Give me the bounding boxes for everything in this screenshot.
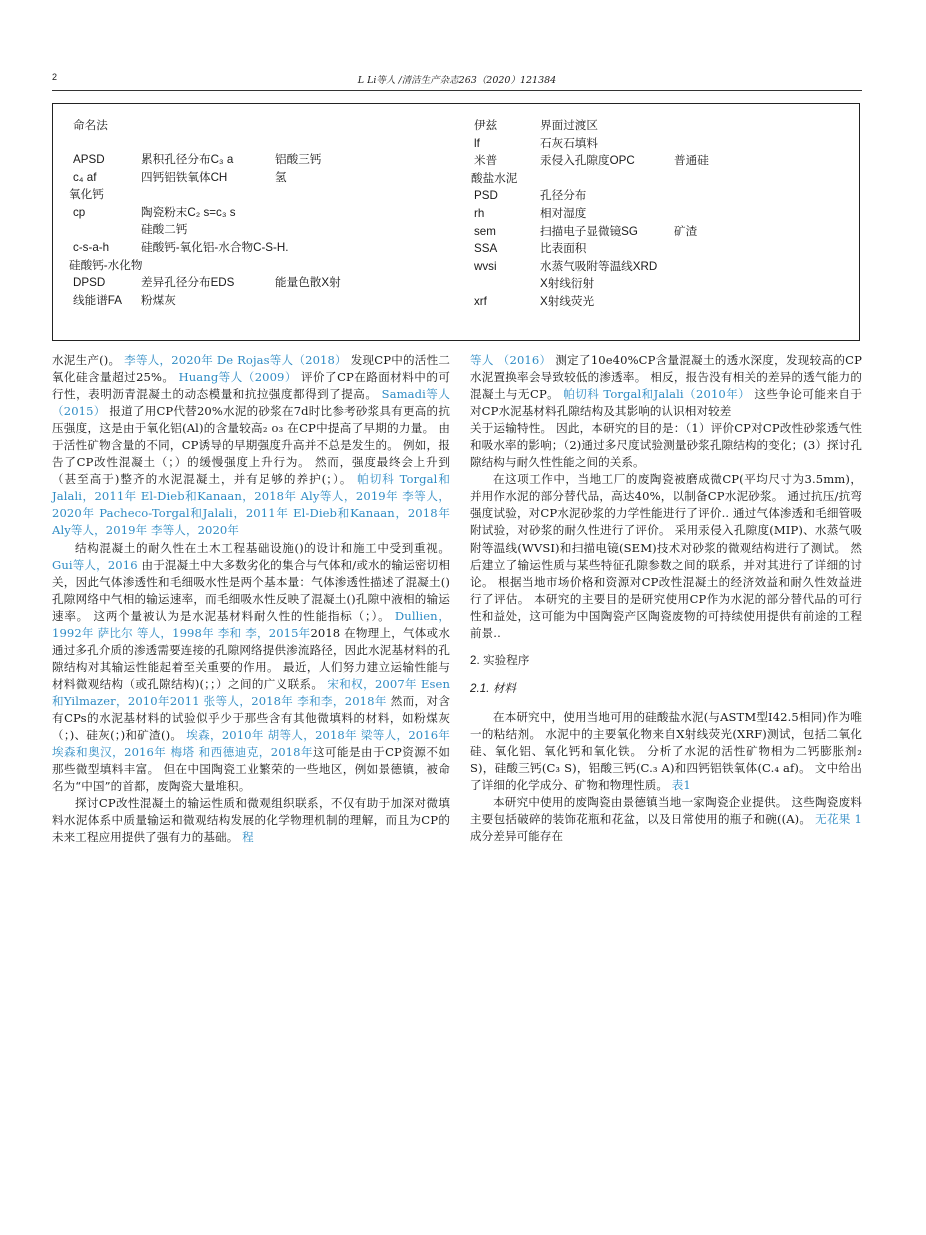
right-paragraph-2 [470,420,862,471]
nomenclature-definition: X射线荧光 [540,295,595,308]
nomenclature-definition: 能量色散X射 [275,276,341,290]
nomenclature-definition: 铝酸三钙 [275,153,322,166]
nomenclature-entry [474,152,709,170]
nomenclature-term: wvsi [474,259,497,273]
nomenclature-entry [474,187,674,205]
body-text: 关于运输特性。 因此，本研究的目的是：（1）评价CP对CP改性砂浆透气性和吸水率的影响；（2)通过多尺度试验测量砂浆孔隙结构的变化；(3）探讨孔隙结构与耐久性性能之间的关系。 [470,421,862,470]
nomenclature-entry [73,274,341,292]
citation-link[interactable]: 表1 [671,778,691,793]
body-text: 在这项工作中，当地工厂的废陶瓷被磨成微CP(平均尺寸为3.5mm)，并用作水泥的部分替代品，高达40%，以制备CP水泥砂浆。 通过抗压/抗弯强度试验，对CP水泥砂浆的力学性能进行了评价.. 通过气体渗透和毛细管吸附试验，对砂浆的耐久性进行了评价。 采用汞侵入孔隙度(MIP)、水蒸气吸附等温线(WVSI)和扫描电镜(SEM)技术对砂浆的微观结构进行了测试。 然后建立了输运性质与某些特征孔隙参数之间的联系，并对其进行了详细的讨论。 根据当地市场价格和资源对CP改性混凝土的经济效益和耐久性效益进行了评估。 本研究的主要目的是研究使用CP作为水泥的部分替代品的可行性和益处，这可能为中国陶瓷产区陶瓷废物的可持续使用提供有前途的工程前景.. [470,472,862,640]
nomenclature-definition: 扫描电子显微镜SG [540,224,638,238]
body-text: 然而，对含有CPs的水泥基材料的试验似乎少于那些含有其他微填料的材料，如粉煤灰（；)、硅灰(；)和矿渣()。 [52,693,450,743]
body-text: 这些争论可能来自于对CP水泥基材料孔隙结构及其影响的认识相对较差 [470,387,862,419]
nomenclature-term: c-s-a-h [73,241,110,254]
nomenclature-entry [73,169,287,187]
body-text: 报道了用CP代替20%水泥的砂浆在7d时比参考砂浆具有更高的抗压强度，这是由于氧化铝(Al)的含量较高₂ o₃ 在CP中提高了早期的力量。 由于活性矿物含量的不同，CP诱导的早期强度升高并不总是发生的。 例如，报告了CP改性混凝土（；）的缓慢强度上升行为。 然而，强度最终会上升到（甚至高于)整齐的水泥混凝土，并有足够的养护(；）。 [52,404,450,487]
nomenclature-entry [69,257,142,275]
nomenclature-term: c₄ af [73,170,97,184]
citation-link[interactable]: Samadi等人 （2015） [52,387,450,419]
citation-link[interactable]: 宋和权，2007年 Esen和Yilmazer，2010年2011 张等人，2018年 李和李，2018年 [52,676,450,708]
body-text: 在本研究中，使用当地可用的硅酸盐水泥(与ASTM型I42.5相同)作为唯一的粘结剂。 水泥中的主要氧化物来自X射线荧光(XRF)测试，包括二氧化硅、氧化铝、氧化钙和氧化铁。 分析了水泥的活性矿物相为二钙膨胀剂₂ S)，硅酸三钙(C₃ S)，铝酸三钙(C.₃ A)和四钙铝铁氧体(C.₄ af)。 文中给出了详细的化学成分、矿物和物理性质。 [470,709,862,793]
body-text: 由于混凝土中大多数劣化的集合与气体和/或水的输运密切相关，因此气体渗透性和毛细吸水性是两个基本量：气体渗透性描述了混凝土()孔隙网络中气相的输运速率，而毛细吸水性反映了混凝土()孔隙中液相的输运速率。 这两个量被认为是水泥基材料耐久性的性能指标（；）。 [52,557,450,623]
nomenclature-entry [474,205,674,223]
nomenclature-entry [69,186,104,204]
nomenclature-title: 命名法 [73,119,108,132]
nomenclature-definition: 四钙铝铁氧体CH [141,170,228,184]
nomenclature-definition: 相对湿度 [540,207,587,220]
body-text: 测定了10e40%CP含量混凝土的透水深度，发现较高的CP水泥置换率会导致较低的渗透率。 相反，报告没有相关的差异的透气能力的混凝土与无CP。 [470,353,862,402]
nomenclature-box [52,103,860,341]
nomenclature-term: APSD [73,153,105,166]
left-paragraph-1 [52,352,450,540]
nomenclature-definition: 陶瓷粉末C₂ s=c₃ s [141,205,236,219]
citation-link[interactable]: 无花果 1 [815,812,862,827]
citation-link[interactable]: Huang等人（2009） [178,370,297,385]
nomenclature-term: SSA [474,242,498,256]
nomenclature-entry [73,292,275,310]
nomenclature-definition: 累积孔径分布C₃ a [141,153,234,166]
nomenclature-definition: 硅酸二钙 [141,223,188,237]
nomenclature-term: xrf [474,295,487,308]
nomenclature-term: 米普 [474,154,498,168]
nomenclature-term: 线能谱FA [73,293,122,307]
nomenclature-entry [474,258,674,276]
right-paragraph-4 [470,709,862,794]
nomenclature-term: 硅酸钙-水化物 [69,258,143,272]
citation-link[interactable]: 程 [242,830,254,845]
body-text: 评价了CP在路面材料中的可行性，表明沥青混凝土的动态模量和抗拉强度都得到了提高。 [52,370,450,402]
nomenclature-term: lf [474,136,480,150]
nomenclature-entry [73,204,275,222]
nomenclature-definition: 矿渣 [674,224,698,238]
header-rule [52,90,862,91]
citation-link[interactable]: 等人 （2016） [470,353,552,367]
nomenclature-entry [471,170,517,188]
nomenclature-entry [73,221,275,239]
nomenclature-definition: 比表面积 [540,242,587,256]
nomenclature-term: 氧化钙 [69,188,104,202]
section-heading: 2. 实验程序 [470,654,530,667]
nomenclature-definition: 硅酸钙-氧化铝-水合物C-S-H. [141,241,289,254]
body-text: 发现CP中的活性二氧化硅含量超过25%。 [52,353,451,385]
nomenclature-definition: 孔径分布 [540,189,587,203]
nomenclature-definition: 石灰石填料 [540,136,598,150]
citation-link[interactable]: Dullien，1992年 萨比尔 等人，1998年 李和 李，2015年 [52,608,451,640]
nomenclature-term: sem [474,224,496,238]
body-text: 2018 在物理上，气体或水通过多孔介质的渗透需要连接的孔隙网络提供渗流路径，因此水泥基材料的孔隙结构对其输运性能起着至关重要的作用。 最近，人们努力建立运输性能与材料微观结构（或孔隙结构)(；；）之间的广义联系。 [52,625,450,691]
right-paragraph-1 [470,352,862,420]
nomenclature-term: rh [474,207,485,220]
page-number: 2 [52,72,58,82]
left-column [52,352,450,846]
nomenclature-entry [474,135,674,153]
left-paragraph-2 [52,540,450,796]
nomenclature-definition: 普通硅 [674,154,709,168]
nomenclature-term: 酸盐水泥 [471,171,518,185]
nomenclature-term: DPSD [73,276,106,290]
citation-link[interactable]: 帕切科 Torgal和Jalali（2010年） [563,387,751,402]
body-text: 结构混凝土的耐久性在土木工程基础设施()的设计和施工中受到重视。 [75,540,450,555]
running-header [52,72,862,86]
citation-link[interactable]: Gui等人，2016 [52,557,138,572]
subsection-heading: 2.1. 材料 [470,682,517,695]
nomenclature-definition: 汞侵入孔隙度OPC [540,154,635,168]
body-text: 本研究中使用的废陶瓷由景德镇当地一家陶瓷企业提供。 这些陶瓷废料主要包括破碎的装饰花瓶和花盆，以及日常使用的瓶子和碗((A)。 [470,795,862,827]
nomenclature-definition: 界面过渡区 [540,119,598,132]
nomenclature-entry [474,275,674,293]
nomenclature-entry [73,151,321,169]
nomenclature-term: 伊兹 [474,119,498,132]
nomenclature-definition: 粉煤灰 [141,293,176,307]
left-paragraph-3 [52,795,450,846]
body-text: 这可能是由于CP资源不如那些微型填料丰富。 但在中国陶瓷工业繁荣的一些地区，例如景德镇，被命名为“中国”的首都，废陶瓷大量堆积。 [52,745,450,794]
body-text: 水泥生产()。 [52,353,125,367]
nomenclature-entry [73,239,289,257]
journal-citation: L Li等人 /清洁生产杂志263（2020）121384 [357,75,557,86]
right-column [470,352,862,845]
nomenclature-definition: 氢 [275,170,287,184]
body-text: 探讨CP改性混凝土的输运性质和微观组织联系，不仅有助于加深对微填料水泥体系中质量输运和微观结构发展的化学物理机制的理解，而且为CP的未来工程应用提供了强有力的基础。 [52,796,450,845]
right-paragraph-5 [470,794,862,845]
nomenclature-entry [474,117,674,135]
nomenclature-definition: 差异孔径分布EDS [141,276,235,290]
body-text: 成分差异可能存在 [470,829,564,844]
nomenclature-term: PSD [474,189,498,203]
right-paragraph-3 [470,471,862,641]
citation-link[interactable]: 李等人，2020年 De Rojas等人（2018） [124,353,347,367]
citation-link[interactable]: 埃森，2010年 胡等人，2018年 梁等人，2016年 埃森和奥汉，2016年 梅塔 和西德迪克，2018年 [52,728,450,760]
nomenclature-definition: 水蒸气吸附等温线XRD [540,259,658,273]
nomenclature-entry [474,293,674,311]
nomenclature-entry [474,223,697,241]
nomenclature-definition: X射线衍射 [540,277,595,291]
nomenclature-entry [474,240,674,258]
nomenclature-term: cp [73,205,86,219]
citation-link[interactable]: 帕切科 Torgal和Jalali，2011年 El-Dieb和Kanaan，2018年 Aly等人，2019年 李等人，2020年 Pacheco-Torgal和Jalali，2011年 El-Dieb和Kanaan，2018年 Aly等人，2019年 李等人，2020年 [52,472,450,538]
